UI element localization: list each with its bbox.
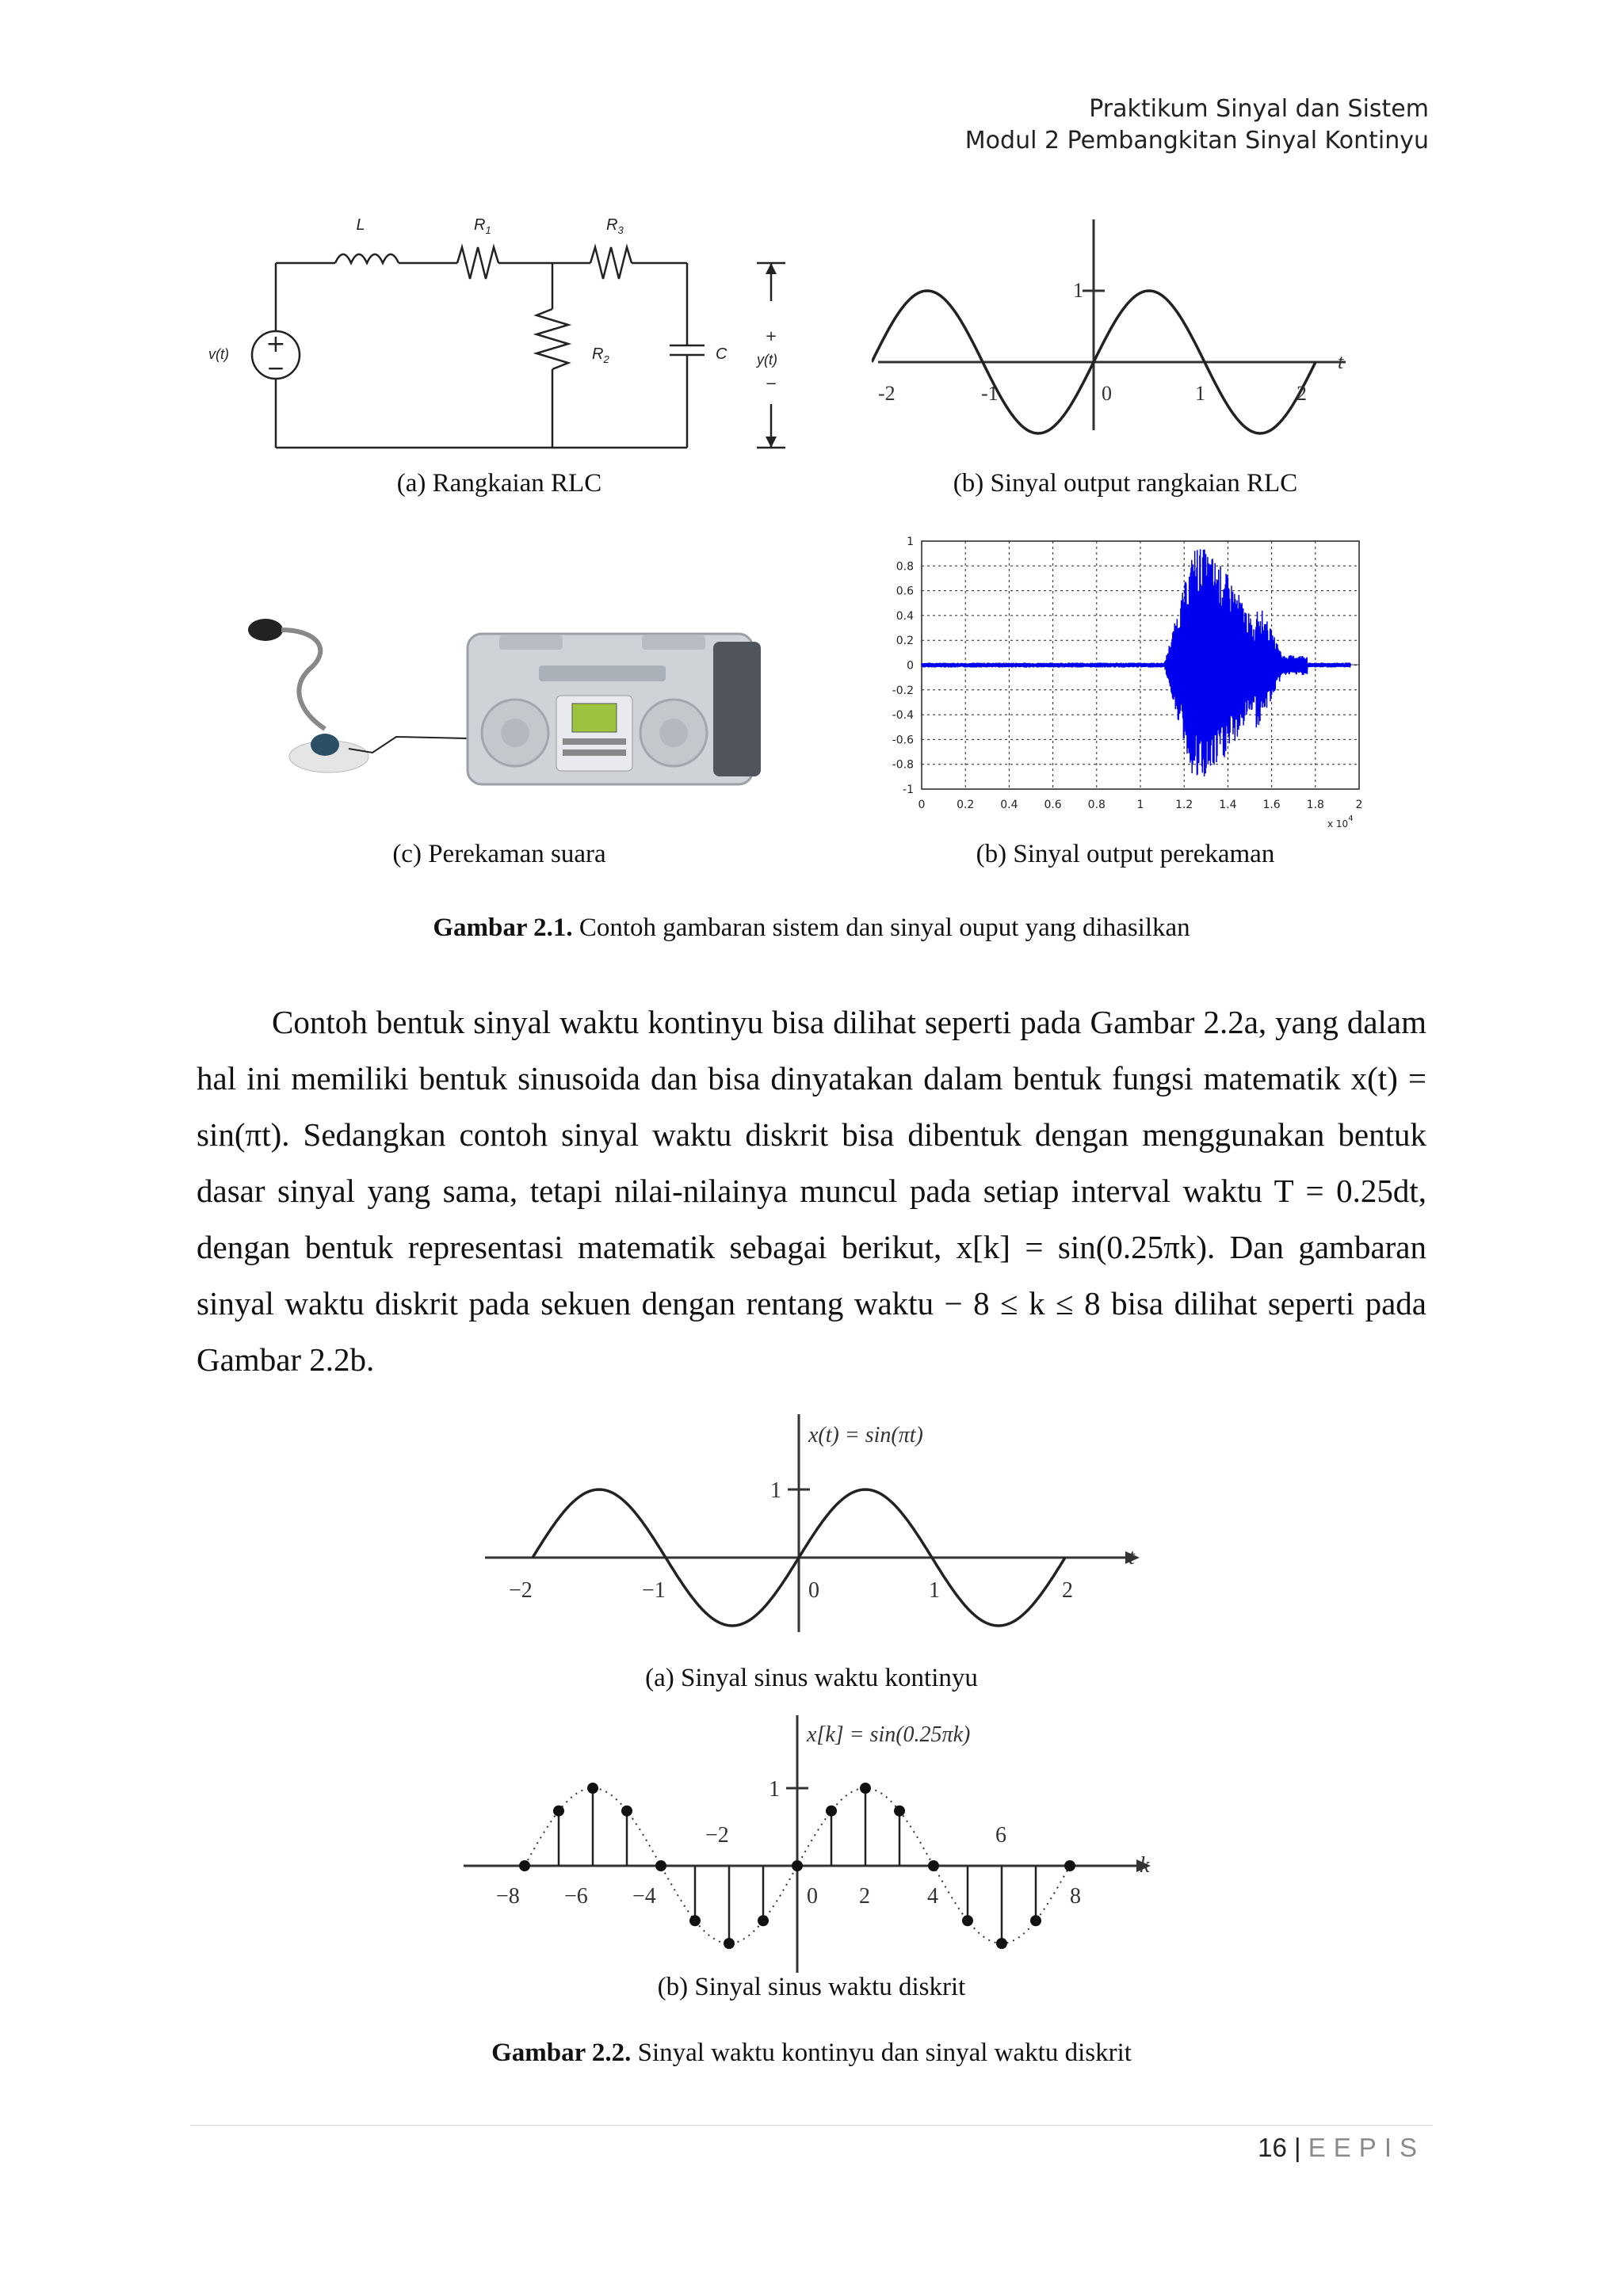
tick-8: 8 [1070, 1884, 1081, 1909]
y-tick-label: 0 [907, 659, 914, 673]
stem-point [519, 1860, 530, 1871]
tick-2: 2 [1296, 382, 1307, 405]
discrete-equation: x[k] = sin(0.25πk) [807, 1722, 971, 1747]
stem-point [792, 1860, 803, 1871]
page-number: 16 [1258, 2133, 1287, 2162]
tick-2: 2 [1062, 1578, 1073, 1603]
x-tick-label: 0.2 [957, 799, 975, 811]
y-tick-label: 0.6 [896, 585, 914, 598]
y-tick-label: -0.2 [892, 684, 914, 697]
t-axis-label: t [1338, 350, 1344, 373]
r1-label: $R_1$ [474, 216, 491, 236]
tick-neg2: −2 [509, 1578, 533, 1603]
stem-point [962, 1915, 973, 1926]
caption-recording: (c) Perekaman suara [392, 840, 606, 868]
stem-point [689, 1915, 701, 1926]
tick-0: 0 [808, 1578, 819, 1603]
one-tick-label: 1 [1073, 279, 1083, 302]
tick-0: 0 [1102, 382, 1112, 405]
stem-point [724, 1938, 735, 1949]
rlc-circuit-diagram [202, 206, 804, 460]
caption-discrete: (b) Sinyal sinus waktu diskrit [657, 1973, 966, 2001]
x-tick-label: 1.2 [1175, 799, 1193, 811]
tick-2: 2 [859, 1884, 870, 1909]
tick-neg2: -2 [878, 382, 896, 405]
stem-point [655, 1860, 666, 1871]
discrete-sine-plot [460, 1711, 1173, 1973]
tick-neg6: −6 [564, 1884, 588, 1909]
stem-point [928, 1860, 939, 1871]
x-tick-label: 0 [918, 799, 926, 811]
x-tick-label: 1.4 [1219, 799, 1237, 811]
one-tick-label: 1 [769, 1777, 780, 1802]
tick-0: 0 [807, 1884, 818, 1909]
header-subtitle: Modul 2 Pembangkitan Sinyal Kontinyu [964, 127, 1429, 154]
stem-point [587, 1783, 598, 1794]
y-tick-label: 0.4 [896, 609, 914, 623]
x-tick-label: 0.8 [1087, 799, 1106, 811]
k-axis-label: k [1140, 1853, 1150, 1878]
stem-point [894, 1806, 905, 1817]
header-title: Praktikum Sinyal dan Sistem [1089, 95, 1429, 123]
one-tick-label: 1 [770, 1478, 781, 1503]
tick-6: 6 [995, 1823, 1006, 1848]
footer-separator: | [1294, 2133, 1301, 2162]
continuous-sine-plot [475, 1410, 1157, 1632]
x-tick-label: 0.6 [1044, 799, 1062, 811]
y-tick-label: -0.8 [892, 758, 914, 772]
x-tick-label: 1.6 [1262, 799, 1281, 811]
footer [1258, 2133, 1425, 2163]
footer-divider [190, 2125, 1433, 2126]
figure-2-1-caption: Gambar 2.1. Contoh gambaran sistem dan sinyal ouput yang dihasilkan [433, 913, 1190, 942]
output-minus: − [765, 376, 777, 392]
figure-2-2-caption: Gambar 2.2. Sinyal waktu kontinyu dan sinyal waktu diskrit [491, 2039, 1132, 2067]
caption-recording-output: (b) Sinyal output perekaman [976, 840, 1275, 868]
x-tick-label: 2 [1355, 799, 1363, 811]
source-minus: − [266, 355, 285, 381]
output-label: y(t) [757, 352, 777, 368]
voice-recording-illustration [230, 602, 785, 824]
y-tick-label: 1 [907, 536, 914, 548]
tick-1: 1 [929, 1578, 940, 1603]
source-label: v(t) [208, 346, 229, 362]
stem-point [826, 1806, 837, 1817]
x-tick-label: 0.4 [1000, 799, 1018, 811]
y-tick-label: 0.2 [896, 635, 914, 648]
stem-point [553, 1806, 564, 1817]
y-tick-label: -1 [903, 784, 914, 796]
tick-neg1: -1 [981, 382, 999, 405]
stem-point [758, 1915, 769, 1926]
y-tick-label: -0.6 [892, 734, 914, 747]
caption-rlc-output: (b) Sinyal output rangkaian RLC [953, 469, 1298, 498]
tick-1: 1 [1195, 382, 1205, 405]
rlc-output-sine-plot [872, 210, 1363, 440]
stem-point [860, 1783, 871, 1794]
y-tick-label: 0.8 [896, 560, 914, 574]
radio-cassette-icon [468, 634, 761, 784]
tick-4: 4 [927, 1884, 938, 1909]
r3-label: $R_3$ [606, 216, 624, 236]
inductor-label: L [356, 216, 365, 234]
stem-point [621, 1806, 632, 1817]
x-tick-label: 1.8 [1306, 799, 1324, 811]
x-scale-label: x $10^4$ [1327, 814, 1354, 830]
audio-output-plot [860, 513, 1407, 846]
source-plus: + [265, 330, 286, 358]
tick-neg4: −4 [632, 1884, 656, 1909]
capacitor-label: C [716, 345, 727, 363]
stem-point [996, 1938, 1007, 1949]
tick-neg2: −2 [705, 1823, 729, 1848]
tick-neg1: −1 [642, 1578, 666, 1603]
y-tick-label: -0.4 [892, 709, 914, 723]
output-plus: + [765, 328, 777, 345]
footer-org: EEPIS [1308, 2133, 1425, 2162]
stem-point [1064, 1860, 1075, 1871]
x-tick-label: 1 [1136, 799, 1144, 811]
caption-continuous: (a) Sinyal sinus waktu kontinyu [645, 1664, 978, 1692]
continuous-equation: x(t) = sin(πt) [808, 1423, 923, 1447]
caption-rlc: (a) Rangkaian RLC [396, 469, 602, 498]
stem-point [1030, 1915, 1041, 1926]
t-axis-label: t [1128, 1545, 1135, 1569]
r2-label: $R_2$ [592, 345, 609, 365]
tick-neg8: −8 [496, 1884, 520, 1909]
body-paragraph: Contoh bentuk sinyal waktu kontinyu bisa dilihat seperti pada Gambar 2.2a, yang dalam hal ini memiliki bentuk sinusoida dan bisa dinyatakan dalam bentuk fungsi matematik x(t) = sin(πt). Sedangkan contoh sinyal waktu diskrit bisa dibentuk dengan menggunakan bentuk dasar sinyal yang sama, tetapi nilai-nilainya muncul pada setiap interval waktu T = 0.25dt, dengan bentuk representasi matematik sebagai berikut, x[k] = sin(0.25πk). Dan gambaran sinyal waktu diskrit pada sekuen dengan rentang waktu − 8 ≤ k ≤ 8 bisa dilihat seperti pada Gambar 2.2b. [197, 1004, 1426, 1378]
